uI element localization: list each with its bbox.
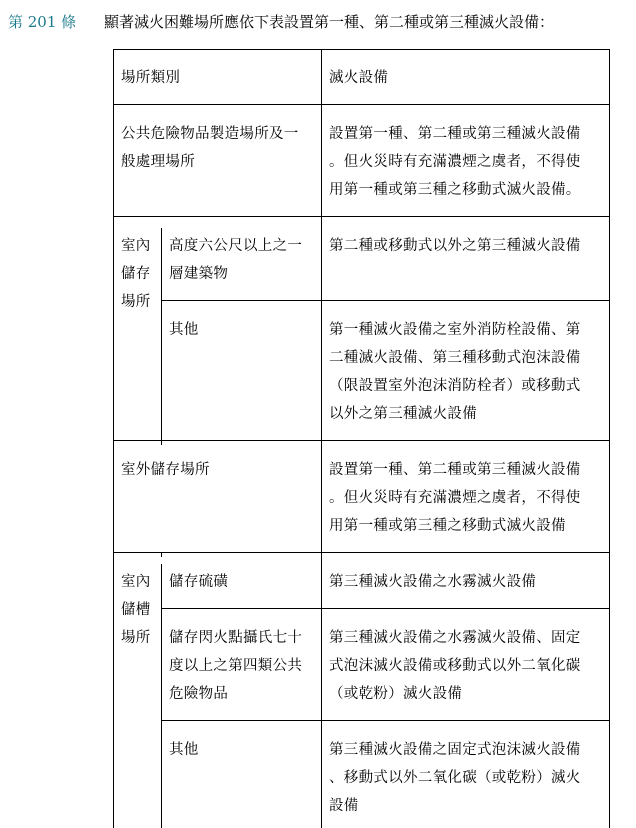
table-border-left xyxy=(113,49,114,828)
junction-tick xyxy=(161,440,162,445)
table-rule xyxy=(161,720,610,721)
indoor-storage-other-equipment: 第一種滅火設備之室外消防栓設備、第 二種滅火設備、第三種移動式泡沫設備 （限設置室外泡沫消防栓者）或移動式 以外之第三種滅火設備 xyxy=(329,322,581,422)
outdoor-storage-equipment: 設置第一種、第二種或第三種滅火設備 。但火災時有充滿濃煙之虞者，不得使 用第一種或第三種之移動式滅火設備 xyxy=(329,462,581,534)
table-rule xyxy=(113,552,610,553)
row-public-hazard-equipment: 設置第一種、第二種或第三種滅火設備 。但火災時有充滿濃煙之虞者，不得使 用第一種或第三種之移動式滅火設備。 xyxy=(329,126,581,198)
outdoor-storage-place: 室外儲存場所 xyxy=(121,462,210,478)
table-rule xyxy=(161,300,610,301)
indoor-storage-other: 其他 xyxy=(169,322,199,338)
indoor-storage-high-building: 高度六公尺以上之一 層建築物 xyxy=(169,238,303,282)
indoor-tank-other-equipment: 第三種滅火設備之固定式泡沫滅火設備 、移動式以外二氧化碳（或乾粉）滅火 設備 xyxy=(329,742,581,814)
indoor-tank-flash-point: 儲存閃火點攝氏七十 度以上之第四類公共 危險物品 xyxy=(169,630,303,702)
subcolumn-divider xyxy=(161,564,162,828)
table-rule xyxy=(161,608,610,609)
header-place-type: 場所類別 xyxy=(121,70,181,86)
column-divider xyxy=(321,49,322,828)
table-rule xyxy=(113,216,610,217)
table-rule-header xyxy=(113,104,610,105)
row-public-hazard-place: 公共危險物品製造場所及一 般處理場所 xyxy=(121,126,299,170)
indoor-tank-flash-point-equipment: 第三種滅火設備之水霧滅火設備、固定 式泡沫滅火設備或移動式以外二氧化碳 （或乾粉）滅火設備 xyxy=(329,630,581,702)
indoor-tank-sulfur-equipment: 第三種滅火設備之水霧滅火設備 xyxy=(329,574,537,590)
junction-tick xyxy=(161,552,162,557)
table-rule xyxy=(113,440,610,441)
indoor-tank-category: 室內 儲槽 場所 xyxy=(121,574,151,646)
header-equipment: 滅火設備 xyxy=(329,70,389,86)
indoor-storage-category: 室內 儲存 場所 xyxy=(121,238,151,310)
indoor-tank-other: 其他 xyxy=(169,742,199,758)
indoor-storage-high-building-equipment: 第二種或移動式以外之第三種滅火設備 xyxy=(329,238,581,254)
article-number: 第 201 條 xyxy=(8,13,77,31)
table-border-right xyxy=(609,49,610,828)
indoor-tank-sulfur: 儲存硫磺 xyxy=(169,574,229,590)
article-title: 顯著滅火困難場所應依下表設置第一種、第二種或第三種滅火設備： xyxy=(104,13,555,31)
table-rule-top xyxy=(113,49,610,50)
subcolumn-divider xyxy=(161,228,162,440)
